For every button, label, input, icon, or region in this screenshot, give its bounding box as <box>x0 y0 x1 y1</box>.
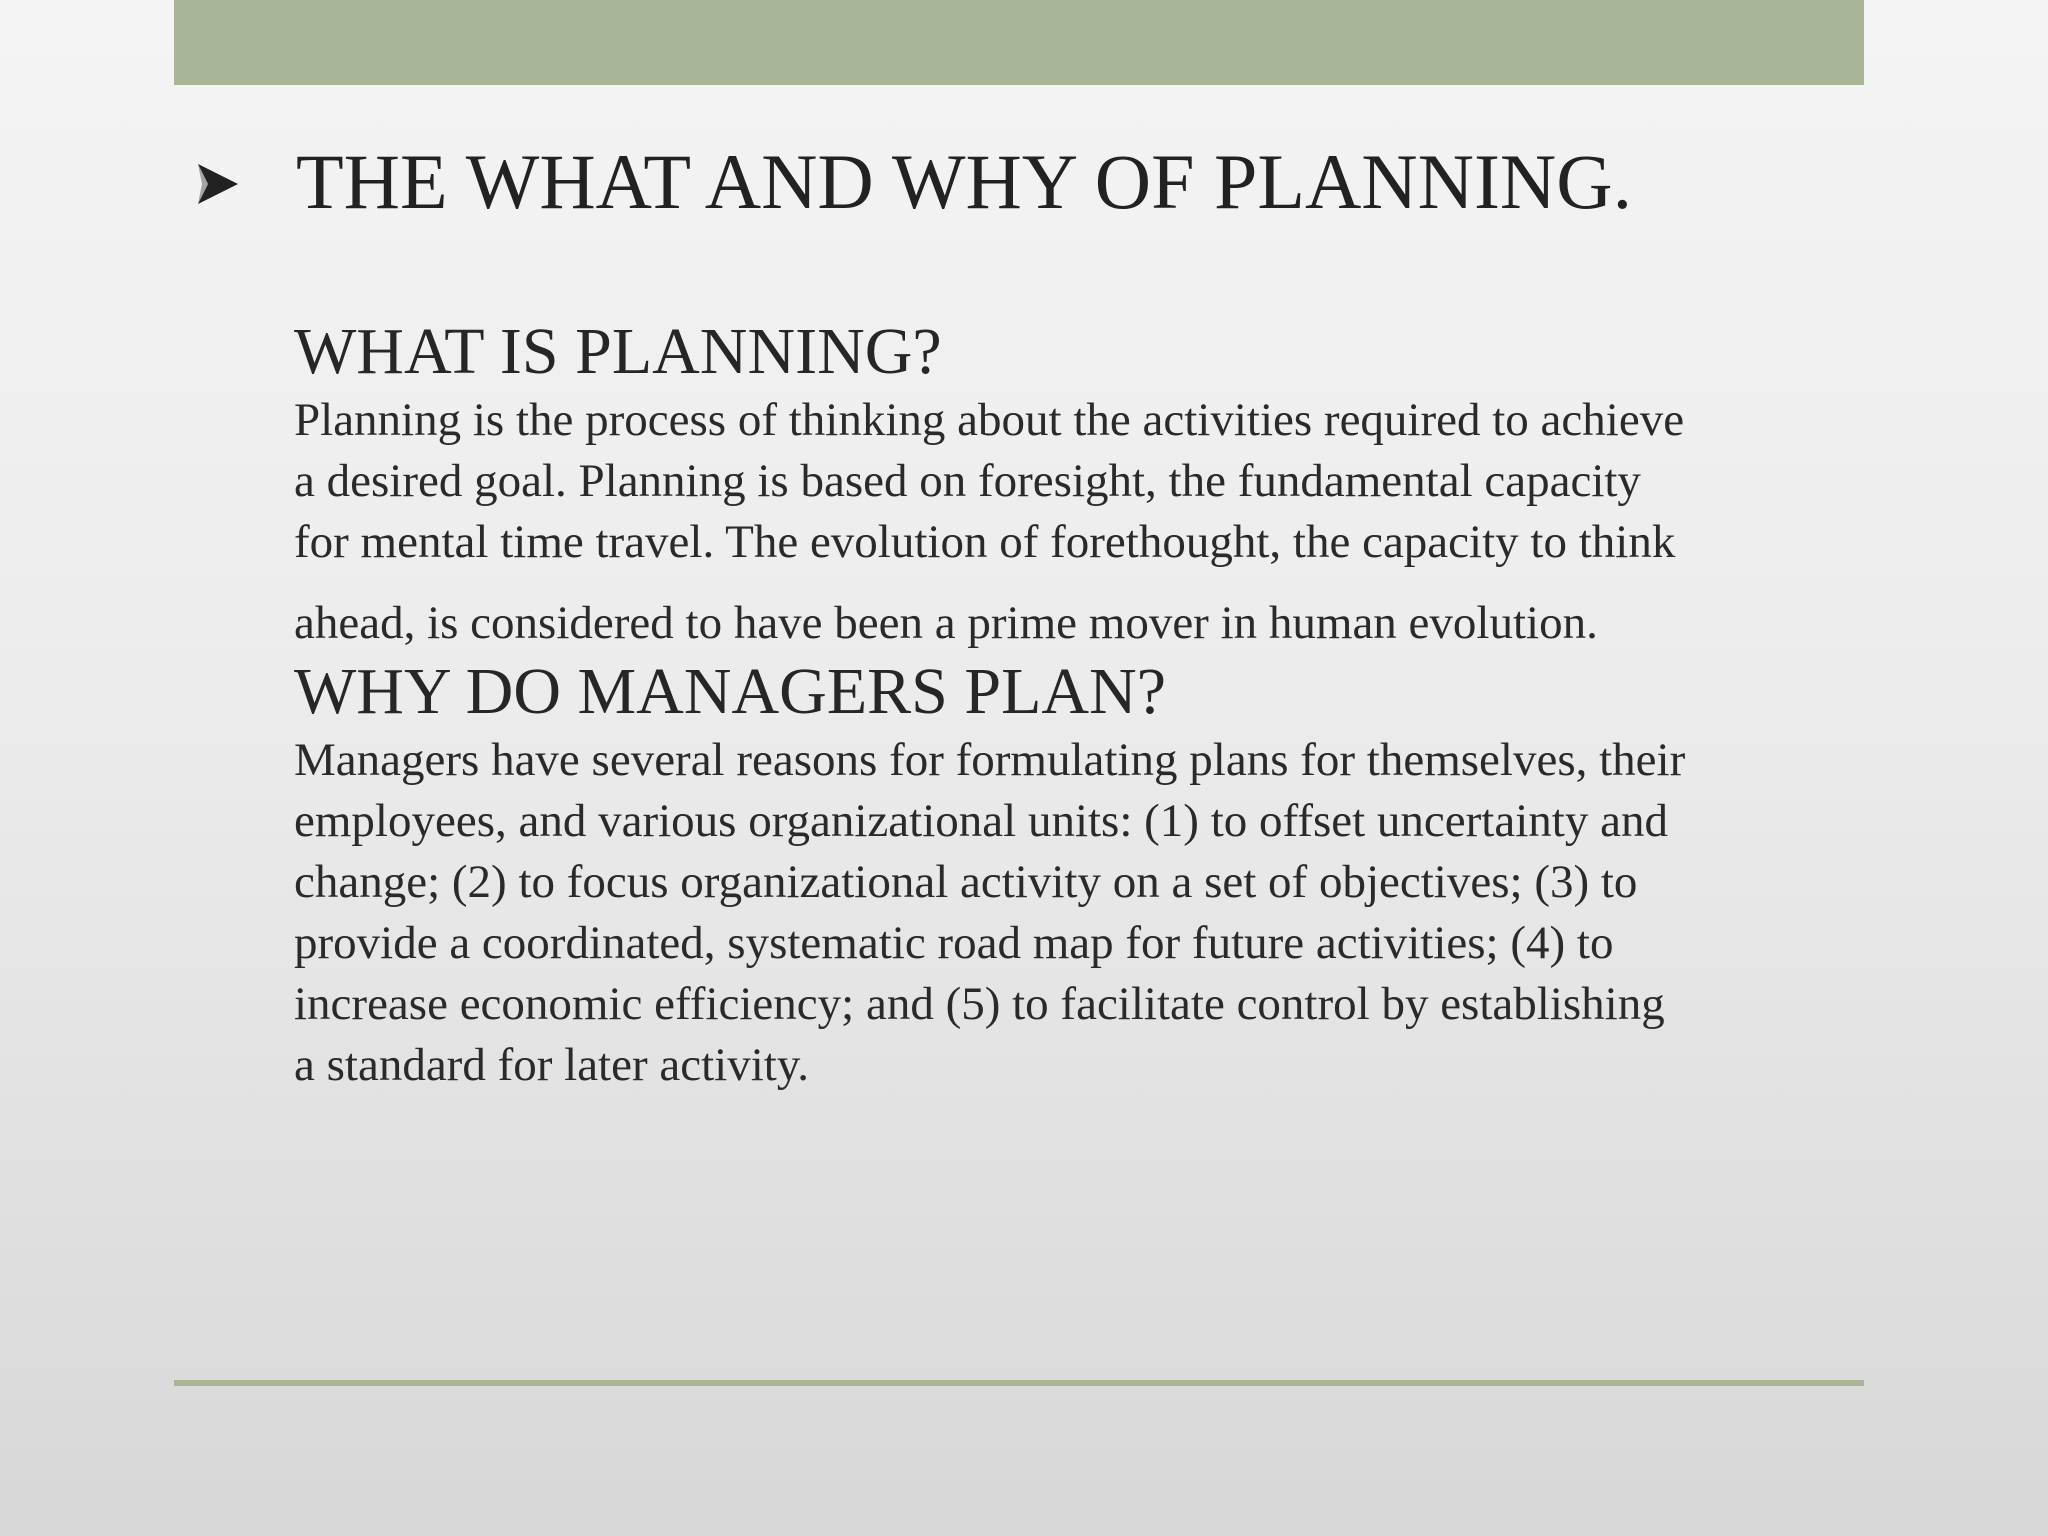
body-line: for mental time travel. The evolution of forethought, the capacity to think <box>294 516 1676 568</box>
bottom-accent-rule <box>174 1380 1864 1386</box>
top-accent-band <box>174 0 1864 85</box>
section-body <box>294 390 1854 654</box>
body-line: a desired goal. Planning is based on foresight, the fundamental capacity <box>294 455 1641 507</box>
slide-title: THE WHAT AND WHY OF PLANNING. <box>296 138 1633 225</box>
section-heading: WHY DO MANAGERS PLAN? <box>294 655 1167 728</box>
slide-content <box>294 314 1854 1096</box>
section-why-do-managers-plan <box>294 654 1854 1096</box>
body-line: change; (2) to focus organizational activity on a set of objectives; (3) to <box>294 856 1638 908</box>
body-line: increase economic efficiency; and (5) to facilitate control by establishing <box>294 978 1665 1030</box>
body-line: Planning is the process of thinking about the activities required to achieve <box>294 394 1685 446</box>
body-line: ahead, is considered to have been a prime mover in human evolution. <box>294 597 1598 649</box>
arrowhead-bullet-icon <box>196 162 240 206</box>
section-body <box>294 730 1854 1096</box>
title-row <box>196 132 1856 232</box>
body-line: Managers have several reasons for formulating plans for themselves, their <box>294 734 1686 786</box>
body-line: provide a coordinated, systematic road map for future activities; (4) to <box>294 917 1614 969</box>
body-line: a standard for later activity. <box>294 1039 810 1091</box>
body-line: employees, and various organizational units: (1) to offset uncertainty and <box>294 795 1668 847</box>
section-what-is-planning <box>294 314 1854 654</box>
section-heading: WHAT IS PLANNING? <box>294 315 942 388</box>
